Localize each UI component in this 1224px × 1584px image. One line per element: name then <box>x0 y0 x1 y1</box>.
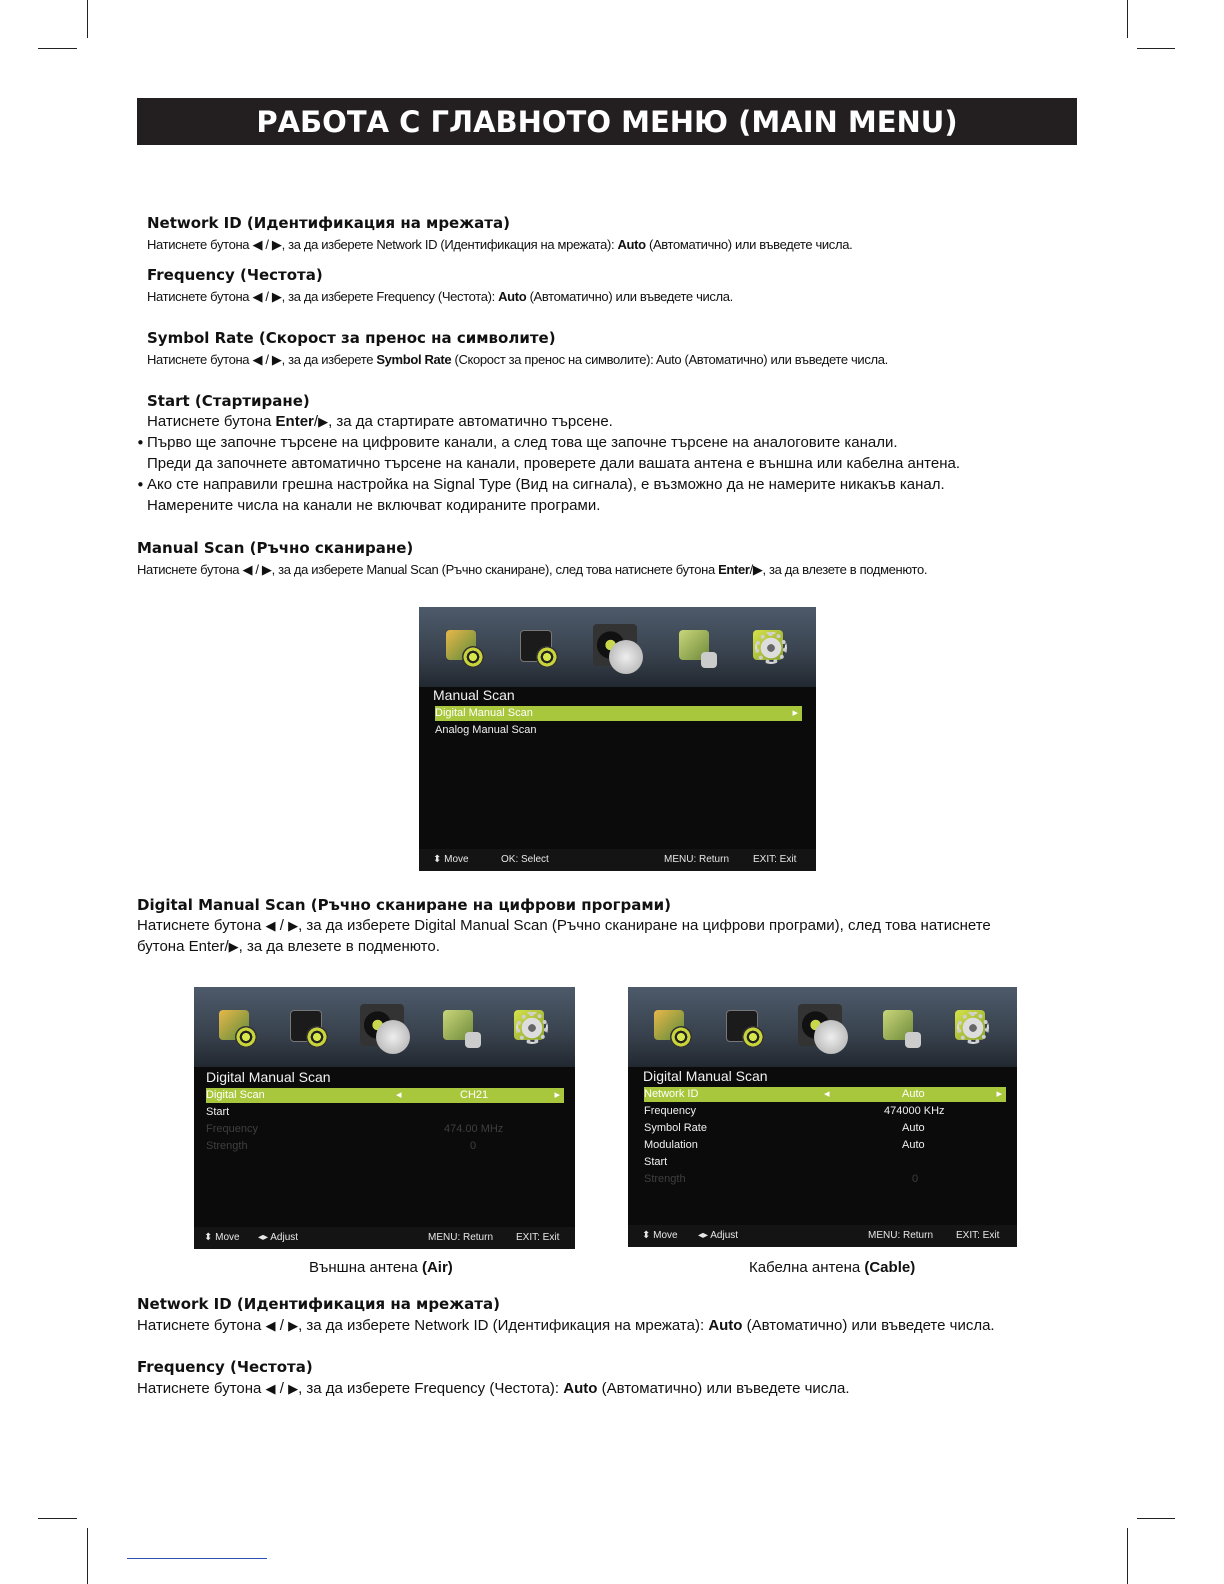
left-arrow-icon: ◀ <box>265 1318 276 1333</box>
menu-title: Digital Manual Scan <box>206 1069 331 1085</box>
text: Кабелна антена <box>749 1259 865 1276</box>
right-arrow-icon: ▶ <box>288 1381 299 1396</box>
footer-move: ⬍ Move <box>642 1230 678 1241</box>
menu-icon-bar <box>194 987 575 1067</box>
section-heading: Manual Scan (Ръчно сканиране) <box>137 539 414 557</box>
page-title <box>137 98 1077 145</box>
right-arrow-icon: ▶ <box>752 562 763 577</box>
menu-item-value: 0 <box>912 1173 919 1185</box>
section-text <box>137 1380 850 1397</box>
bold-text: Auto <box>708 1317 743 1334</box>
menu-item-label: Digital Manual Scan <box>435 707 533 719</box>
section-text: Първо ще започне търсене на цифровите канали, а след това ще започне търсене на аналоговите канали. <box>147 434 898 451</box>
chevron-left-icon: ◂ <box>396 1089 402 1101</box>
footer-return: MENU: Return <box>428 1232 494 1243</box>
right-arrow-icon: ▶ <box>318 414 329 429</box>
manual-scan-screen <box>419 607 816 871</box>
menu-footer <box>194 1227 575 1249</box>
text: , за да влезете в подменюто. <box>238 938 440 955</box>
text: Натиснете бутона <box>137 917 266 934</box>
footer-adjust: ◂▸ Adjust <box>698 1230 739 1241</box>
bold-text: Auto <box>498 289 527 304</box>
menu-item-digital-manual-scan[interactable] <box>435 706 802 721</box>
caption-cable <box>749 1259 915 1276</box>
bold-text: (Air) <box>421 1259 453 1276</box>
bold-text: Auto <box>617 237 646 252</box>
text: / <box>275 1380 289 1397</box>
menu-item-start[interactable] <box>644 1155 1006 1170</box>
text: бутона Enter/ <box>137 938 229 955</box>
footer-return: MENU: Return <box>868 1230 934 1241</box>
text: / <box>275 917 289 934</box>
bold-text: (Cable) <box>864 1259 916 1276</box>
menu-item-label: Modulation <box>644 1139 698 1151</box>
menu-item-label: Start <box>206 1106 230 1118</box>
footer-exit: EXIT: Exit <box>753 854 797 865</box>
text: (Автоматично) или въведете числа. <box>597 1380 850 1397</box>
text: Натиснете бутона <box>137 562 243 577</box>
bullet: • <box>136 476 145 494</box>
text: (Скорост за пренос на символите): Auto (Автоматично) или въведете числа. <box>451 352 888 367</box>
chevron-left-icon: ◂ <box>824 1088 830 1100</box>
text: / <box>262 237 272 252</box>
menu-footer <box>628 1225 1017 1247</box>
menu-item-label: Strength <box>206 1140 248 1152</box>
menu-item-value: 0 <box>470 1140 477 1152</box>
right-arrow-icon: ▶ <box>271 237 282 252</box>
section-text: Натиснете бутона Enter/▶, за да стартирате автоматично търсене. <box>147 413 613 430</box>
lock-icon <box>879 1006 923 1050</box>
picture-icon <box>650 1006 694 1050</box>
crop-mark <box>1127 0 1128 38</box>
chevron-right-icon: ▸ <box>996 1088 1002 1100</box>
text: Натиснете бутона <box>147 413 276 430</box>
sound-icon <box>722 1006 766 1050</box>
text: Натиснете бутона <box>137 1380 266 1397</box>
section-heading: Digital Manual Scan (Ръчно сканиране на цифрови програми) <box>137 896 671 914</box>
menu-icon-bar <box>419 607 816 687</box>
channel-icon <box>794 1000 850 1056</box>
right-arrow-icon: ▶ <box>228 939 239 954</box>
menu-item-symbol-rate[interactable] <box>644 1121 1006 1136</box>
menu-item-label: Frequency <box>644 1105 696 1117</box>
footer-exit: EXIT: Exit <box>516 1232 560 1243</box>
bold-text: Enter <box>275 413 314 430</box>
left-arrow-icon: ◀ <box>242 562 253 577</box>
text: , за да изберете <box>281 352 377 367</box>
section-heading: Start (Стартиране) <box>147 392 310 410</box>
section-heading: Frequency (Честота) <box>147 266 323 284</box>
caption-air <box>309 1259 453 1276</box>
section-text: Ако сте направили грешна настройка на Signal Type (Вид на сигнала), е възможно да не намерите никакъв канал. <box>147 476 945 493</box>
digital-manual-scan-cable-screen <box>628 987 1017 1247</box>
crop-mark <box>1137 48 1175 49</box>
sound-icon <box>516 626 560 670</box>
menu-item-modulation[interactable] <box>644 1138 1006 1153</box>
section-text <box>137 938 440 955</box>
left-arrow-icon: ◀ <box>265 918 276 933</box>
chevron-right-icon: ▸ <box>792 707 798 719</box>
section-text <box>137 917 991 934</box>
section-text <box>137 1317 995 1334</box>
text: Натиснете бутона <box>137 1317 266 1334</box>
menu-footer <box>419 849 816 871</box>
menu-item-strength <box>644 1172 1006 1187</box>
section-heading: Network ID (Идентификация на мрежата) <box>147 214 510 232</box>
menu-item-value: Auto <box>902 1139 925 1151</box>
left-arrow-icon: ◀ <box>252 289 263 304</box>
text: , за да изберете Network ID (Идентификация на мрежата): <box>281 237 618 252</box>
right-arrow-icon: ▶ <box>288 1318 299 1333</box>
footer-move: ⬍ Move <box>433 854 469 865</box>
section-heading: Network ID (Идентификация на мрежата) <box>137 1295 500 1313</box>
menu-item-start[interactable] <box>206 1105 564 1120</box>
text: Външна антена <box>309 1259 422 1276</box>
digital-manual-scan-air-screen <box>194 987 575 1249</box>
footer-adjust: ◂▸ Adjust <box>258 1232 299 1243</box>
menu-item-label: Analog Manual Scan <box>435 724 537 736</box>
text: , за да изберете Frequency (Честота): <box>281 289 499 304</box>
text: / <box>262 289 272 304</box>
bullet: • <box>136 434 145 452</box>
text: Натиснете бутона <box>147 289 253 304</box>
footer-return: MENU: Return <box>664 854 730 865</box>
channel-icon <box>356 1000 412 1056</box>
menu-item-frequency[interactable] <box>644 1104 1006 1119</box>
menu-item-value: 474.00 MHz <box>444 1123 504 1135</box>
menu-item-value: CH21 <box>460 1089 489 1101</box>
menu-item-network-id[interactable] <box>644 1087 1006 1102</box>
menu-item-digital-scan[interactable] <box>206 1088 564 1103</box>
text: , за да изберете Frequency (Честота): <box>298 1380 564 1397</box>
left-arrow-icon: ◀ <box>252 237 263 252</box>
right-arrow-icon: ▶ <box>271 289 282 304</box>
section-text: Намерените числа на канали не включват кодираните програми. <box>147 497 601 514</box>
bold-text: Symbol Rate <box>376 352 452 367</box>
menu-item-strength <box>206 1139 564 1154</box>
section-heading: Symbol Rate (Скорост за пренос на символите) <box>147 329 556 347</box>
gear-icon <box>951 1006 995 1050</box>
left-arrow-icon: ◀ <box>265 1381 276 1396</box>
text: / <box>252 562 262 577</box>
text: , за да изберете Digital Manual Scan (Ръчно сканиране на цифрови програми), след това натиснете <box>298 917 991 934</box>
lock-icon <box>439 1006 483 1050</box>
footer-exit: EXIT: Exit <box>956 1230 1000 1241</box>
section-text <box>147 289 733 305</box>
menu-item-value: 474000 KHz <box>884 1105 945 1117</box>
text: (Автоматично) или въведете числа. <box>526 289 733 304</box>
menu-item-value: Auto <box>902 1088 925 1100</box>
sound-icon <box>286 1006 330 1050</box>
text: , за да изберете Network ID (Идентификация на мрежата): <box>298 1317 709 1334</box>
left-arrow-icon: ◀ <box>252 352 263 367</box>
picture-icon <box>442 626 486 670</box>
menu-item-value: Auto <box>902 1122 925 1134</box>
menu-item-label: Strength <box>644 1173 686 1185</box>
menu-icon-bar <box>628 987 1017 1067</box>
lock-icon <box>675 626 719 670</box>
crop-mark <box>87 1528 88 1584</box>
right-arrow-icon: ▶ <box>261 562 272 577</box>
text: Натиснете бутона <box>147 352 253 367</box>
bold-text: Auto <box>563 1380 598 1397</box>
section-heading: Frequency (Честота) <box>137 1358 313 1376</box>
text: Натиснете бутона <box>147 237 253 252</box>
menu-title: Digital Manual Scan <box>643 1068 768 1084</box>
menu-item-frequency <box>206 1122 564 1137</box>
text: (Автоматично) или въведете числа. <box>645 237 853 252</box>
footer-rule <box>127 1558 267 1559</box>
crop-mark <box>38 1518 77 1519</box>
page-title-text: РАБОТА С ГЛАВНОТО МЕНЮ (MAIN MENU) <box>256 104 958 139</box>
crop-mark <box>38 48 77 49</box>
section-text: Натиснете бутона ◀ / ▶, за да изберете Manual Scan (Ръчно сканиране), след това натиснете бутона Enter/▶, за да влезете в подменюто. <box>137 562 928 577</box>
text: / <box>275 1317 289 1334</box>
text: / <box>262 352 272 367</box>
text: , за да влезете в подменюто. <box>762 562 928 577</box>
footer-select: OK: Select <box>501 854 549 865</box>
right-arrow-icon: ▶ <box>271 352 282 367</box>
right-arrow-icon: ▶ <box>288 918 299 933</box>
text: (Автоматично) или въведете числа. <box>742 1317 995 1334</box>
section-text <box>147 352 888 368</box>
menu-item-label: Digital Scan <box>206 1089 265 1101</box>
footer-move: ⬍ Move <box>204 1232 240 1243</box>
crop-mark <box>87 0 88 38</box>
menu-item-label: Symbol Rate <box>644 1122 707 1134</box>
crop-mark <box>1137 1518 1175 1519</box>
menu-item-analog-manual-scan[interactable] <box>435 723 802 738</box>
menu-item-label: Start <box>644 1156 668 1168</box>
section-text <box>147 237 852 253</box>
gear-icon <box>749 626 793 670</box>
crop-mark <box>1127 1528 1128 1584</box>
text: , за да стартирате автоматично търсене. <box>328 413 613 430</box>
bold-text: Enter <box>718 562 750 577</box>
gear-icon <box>510 1006 554 1050</box>
menu-title: Manual Scan <box>433 687 515 703</box>
chevron-right-icon: ▸ <box>554 1089 560 1101</box>
menu-item-label: Network ID <box>644 1088 699 1100</box>
menu-item-label: Frequency <box>206 1123 258 1135</box>
channel-icon <box>589 620 645 676</box>
picture-icon <box>215 1006 259 1050</box>
text: , за да изберете Manual Scan (Ръчно сканиране), след това натиснете бутона <box>271 562 719 577</box>
section-text: Преди да започнете автоматично търсене на канали, проверете дали вашата антена е външна или кабелна антена. <box>147 455 961 472</box>
